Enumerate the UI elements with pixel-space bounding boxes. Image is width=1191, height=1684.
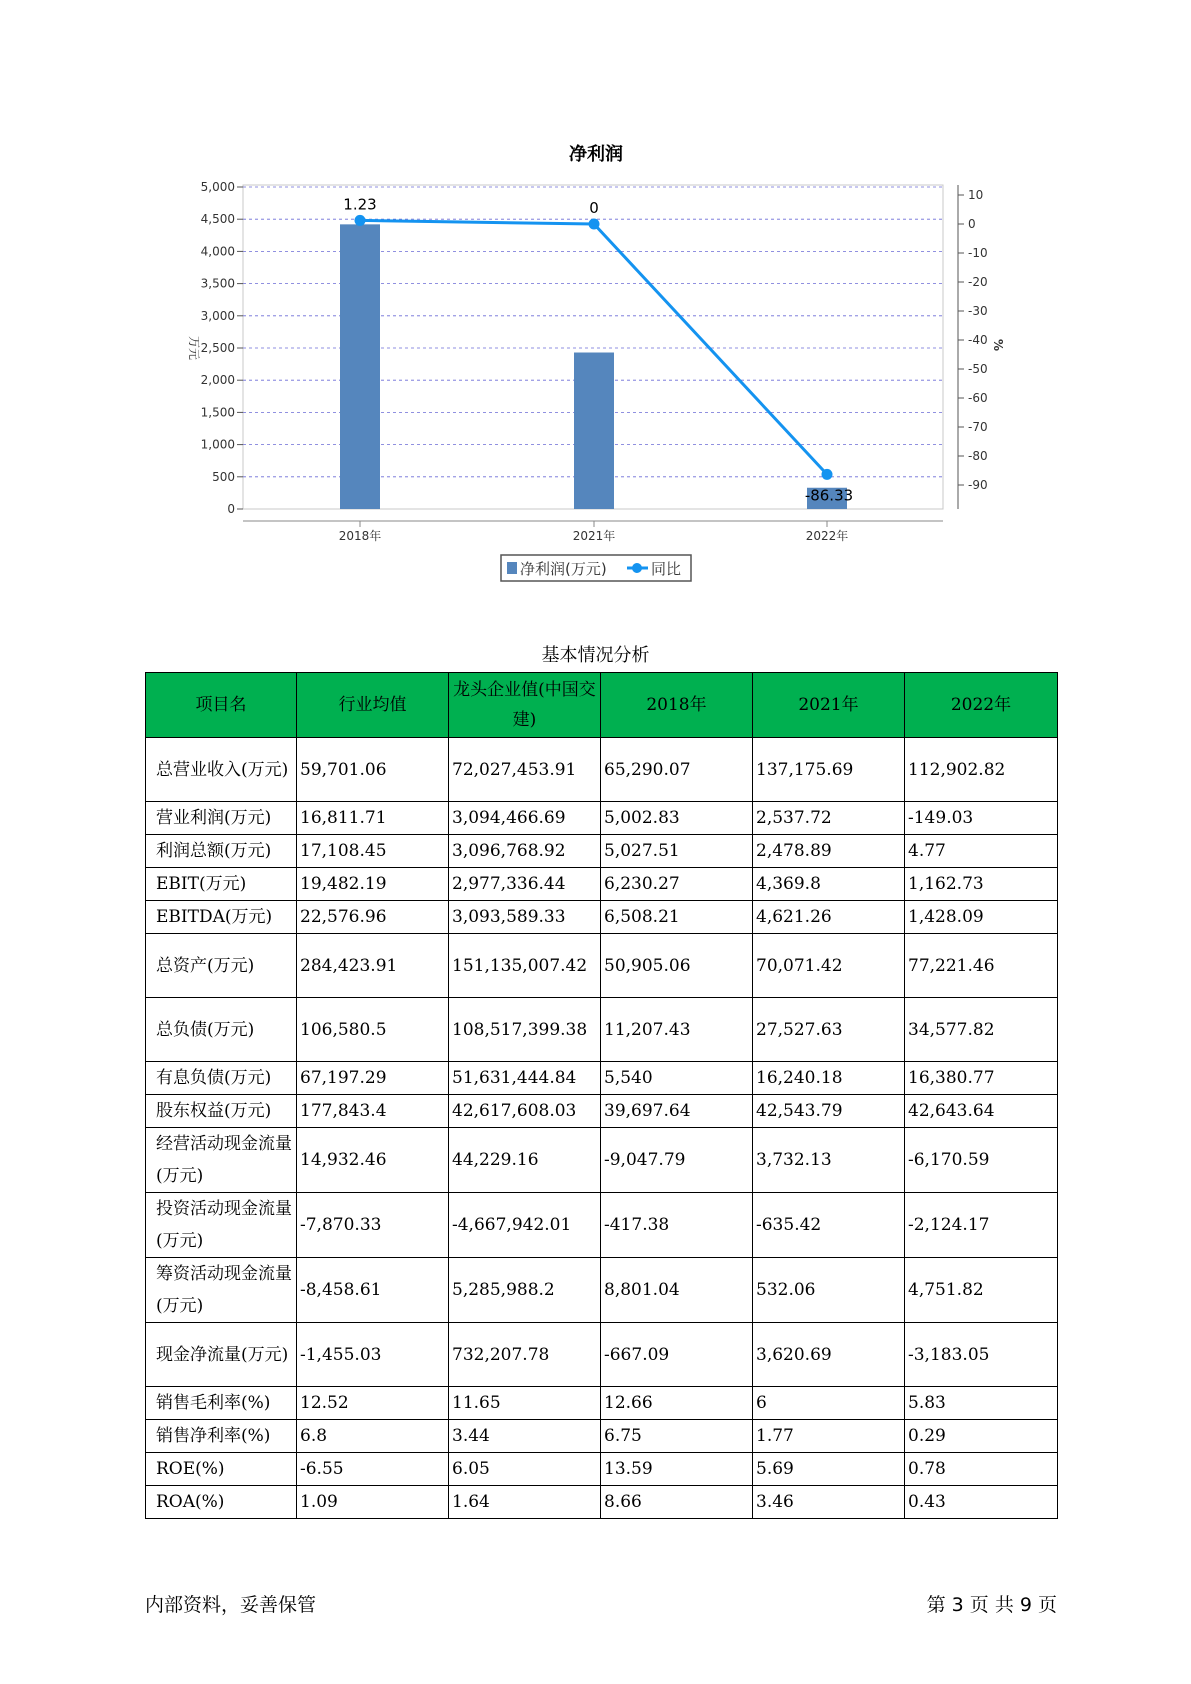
value-cell: 6 bbox=[753, 1387, 905, 1420]
table-row bbox=[146, 1128, 1058, 1193]
value-cell: 59,701.06 bbox=[297, 738, 449, 802]
footer-page-number: 第 3 页 共 9 页 bbox=[926, 1594, 1057, 1616]
y-tick-label: 1,000 bbox=[200, 437, 235, 452]
y-tick-label: 3,500 bbox=[200, 276, 235, 291]
value-cell: 13.59 bbox=[601, 1453, 753, 1486]
value-cell: 12.52 bbox=[297, 1387, 449, 1420]
value-cell: 5,285,988.2 bbox=[449, 1258, 601, 1323]
table-row bbox=[146, 802, 1058, 835]
value-cell: 151,135,007.42 bbox=[449, 934, 601, 998]
value-cell: 27,527.63 bbox=[753, 998, 905, 1062]
value-cell: 50,905.06 bbox=[601, 934, 753, 998]
value-cell: 4.77 bbox=[905, 835, 1058, 868]
table-row bbox=[146, 1323, 1058, 1387]
value-cell: -3,183.05 bbox=[905, 1323, 1058, 1387]
table-header-cell: 2022年 bbox=[905, 673, 1058, 738]
value-cell: 108,517,399.38 bbox=[449, 998, 601, 1062]
row-label-cell: ROE(%) bbox=[146, 1453, 297, 1486]
value-cell: 3,620.69 bbox=[753, 1323, 905, 1387]
value-cell: -1,455.03 bbox=[297, 1323, 449, 1387]
value-cell: 19,482.19 bbox=[297, 868, 449, 901]
value-cell: 3,093,589.33 bbox=[449, 901, 601, 934]
value-cell: 11.65 bbox=[449, 1387, 601, 1420]
value-cell: 1,428.09 bbox=[905, 901, 1058, 934]
value-cell: 0.29 bbox=[905, 1420, 1058, 1453]
row-label-cell: 营业利润(万元) bbox=[146, 802, 297, 835]
analysis-table bbox=[145, 672, 1058, 1519]
value-cell: 6,508.21 bbox=[601, 901, 753, 934]
value-cell: -6,170.59 bbox=[905, 1128, 1058, 1193]
value-cell: 3.44 bbox=[449, 1420, 601, 1453]
value-cell: 137,175.69 bbox=[753, 738, 905, 802]
value-cell: 3,094,466.69 bbox=[449, 802, 601, 835]
row-label-cell: 经营活动现金流量(万元) bbox=[146, 1128, 297, 1193]
value-cell: -6.55 bbox=[297, 1453, 449, 1486]
value-cell: 1.64 bbox=[449, 1486, 601, 1519]
y-tick-label: 3,000 bbox=[200, 308, 235, 323]
line-point bbox=[355, 215, 366, 226]
value-cell: 70,071.42 bbox=[753, 934, 905, 998]
y2-tick-label: -20 bbox=[968, 275, 988, 289]
value-cell: -8,458.61 bbox=[297, 1258, 449, 1323]
chart-svg bbox=[0, 0, 1191, 600]
value-cell: 732,207.78 bbox=[449, 1323, 601, 1387]
value-cell: 4,751.82 bbox=[905, 1258, 1058, 1323]
value-cell: 1.77 bbox=[753, 1420, 905, 1453]
value-cell: 42,543.79 bbox=[753, 1095, 905, 1128]
x-tick-label: 2022年 bbox=[805, 529, 849, 543]
y-tick-label: 5,000 bbox=[200, 180, 235, 194]
value-cell: 5.69 bbox=[753, 1453, 905, 1486]
value-cell: 17,108.45 bbox=[297, 835, 449, 868]
value-cell: 51,631,444.84 bbox=[449, 1062, 601, 1095]
value-cell: 3,096,768.92 bbox=[449, 835, 601, 868]
value-cell: -4,667,942.01 bbox=[449, 1193, 601, 1258]
value-cell: 6.8 bbox=[297, 1420, 449, 1453]
table-header-cell: 项目名 bbox=[146, 673, 297, 738]
value-cell: 34,577.82 bbox=[905, 998, 1058, 1062]
table-row bbox=[146, 835, 1058, 868]
y2-tick-label: -30 bbox=[968, 304, 988, 318]
value-cell: 2,977,336.44 bbox=[449, 868, 601, 901]
table-row bbox=[146, 1193, 1058, 1258]
value-cell: 65,290.07 bbox=[601, 738, 753, 802]
table-row bbox=[146, 1387, 1058, 1420]
row-label-cell: 利润总额(万元) bbox=[146, 835, 297, 868]
value-cell: 22,576.96 bbox=[297, 901, 449, 934]
value-cell: 8,801.04 bbox=[601, 1258, 753, 1323]
x-tick-label: 2018年 bbox=[338, 529, 382, 543]
table-row bbox=[146, 934, 1058, 998]
table-row bbox=[146, 1258, 1058, 1323]
value-cell: 284,423.91 bbox=[297, 934, 449, 998]
value-cell: 4,369.8 bbox=[753, 868, 905, 901]
value-cell: 5,002.83 bbox=[601, 802, 753, 835]
value-cell: 42,643.64 bbox=[905, 1095, 1058, 1128]
bar bbox=[340, 224, 380, 509]
table-header-row bbox=[146, 673, 1058, 738]
chart-title: 净利润 bbox=[569, 144, 623, 165]
value-cell: 72,027,453.91 bbox=[449, 738, 601, 802]
value-cell: 6.05 bbox=[449, 1453, 601, 1486]
table-header-cell: 2021年 bbox=[753, 673, 905, 738]
value-cell: -667.09 bbox=[601, 1323, 753, 1387]
value-cell: -635.42 bbox=[753, 1193, 905, 1258]
value-cell: -9,047.79 bbox=[601, 1128, 753, 1193]
table-title: 基本情况分析 bbox=[541, 645, 650, 666]
footer-confidential: 内部资料，妥善保管 bbox=[145, 1594, 317, 1616]
y-axis-label: 万元 bbox=[187, 335, 201, 361]
row-label-cell: 销售毛利率(%) bbox=[146, 1387, 297, 1420]
y2-tick-label: -10 bbox=[968, 246, 988, 260]
y-tick-label: 2,000 bbox=[200, 373, 235, 388]
y-tick-label: 1,500 bbox=[200, 405, 235, 420]
y2-tick-label: -40 bbox=[968, 333, 988, 347]
value-cell: 42,617,608.03 bbox=[449, 1095, 601, 1128]
value-cell: 77,221.46 bbox=[905, 934, 1058, 998]
value-cell: 8.66 bbox=[601, 1486, 753, 1519]
y2-tick-label: -80 bbox=[968, 449, 988, 463]
row-label-cell: 投资活动现金流量(万元) bbox=[146, 1193, 297, 1258]
value-cell: 16,811.71 bbox=[297, 802, 449, 835]
value-cell: 6,230.27 bbox=[601, 868, 753, 901]
row-label-cell: 有息负债(万元) bbox=[146, 1062, 297, 1095]
table-row bbox=[146, 738, 1058, 802]
value-cell: 177,843.4 bbox=[297, 1095, 449, 1128]
y-tick-label: 0 bbox=[227, 502, 235, 516]
value-cell: 2,537.72 bbox=[753, 802, 905, 835]
value-cell: 3,732.13 bbox=[753, 1128, 905, 1193]
row-label-cell: EBITDA(万元) bbox=[146, 901, 297, 934]
value-cell: 3.46 bbox=[753, 1486, 905, 1519]
table-row bbox=[146, 868, 1058, 901]
value-cell: -2,124.17 bbox=[905, 1193, 1058, 1258]
value-cell: 39,697.64 bbox=[601, 1095, 753, 1128]
row-label-cell: 销售净利率(%) bbox=[146, 1420, 297, 1453]
value-cell: 16,240.18 bbox=[753, 1062, 905, 1095]
table-header-cell: 行业均值 bbox=[297, 673, 449, 738]
line-point bbox=[589, 219, 600, 230]
value-cell: 5,027.51 bbox=[601, 835, 753, 868]
y2-tick-label: -60 bbox=[968, 391, 988, 405]
bar bbox=[574, 353, 614, 509]
value-cell: -149.03 bbox=[905, 802, 1058, 835]
value-cell: 0.78 bbox=[905, 1453, 1058, 1486]
value-cell: 11,207.43 bbox=[601, 998, 753, 1062]
legend-line-marker bbox=[632, 563, 642, 573]
value-cell: 14,932.46 bbox=[297, 1128, 449, 1193]
value-cell: 16,380.77 bbox=[905, 1062, 1058, 1095]
value-cell: 4,621.26 bbox=[753, 901, 905, 934]
line-point bbox=[822, 469, 833, 480]
table-row bbox=[146, 998, 1058, 1062]
y2-axis-label: % bbox=[991, 338, 1005, 352]
row-label-cell: 筹资活动现金流量(万元) bbox=[146, 1258, 297, 1323]
value-cell: 2,478.89 bbox=[753, 835, 905, 868]
y-tick-label: 4,500 bbox=[200, 212, 235, 227]
row-label-cell: 总资产(万元) bbox=[146, 934, 297, 998]
point-data-label: 1.23 bbox=[343, 195, 377, 214]
value-cell: -417.38 bbox=[601, 1193, 753, 1258]
value-cell: 1.09 bbox=[297, 1486, 449, 1519]
table-row bbox=[146, 1095, 1058, 1128]
value-cell: -7,870.33 bbox=[297, 1193, 449, 1258]
value-cell: 6.75 bbox=[601, 1420, 753, 1453]
row-label-cell: 总负债(万元) bbox=[146, 998, 297, 1062]
row-label-cell: 现金净流量(万元) bbox=[146, 1323, 297, 1387]
y2-tick-label: -70 bbox=[968, 420, 988, 434]
y-tick-label: 2,500 bbox=[200, 341, 235, 355]
value-cell: 106,580.5 bbox=[297, 998, 449, 1062]
point-data-label: -86.33 bbox=[804, 486, 854, 505]
legend-bar-label: 净利润(万元) bbox=[520, 560, 607, 578]
y-tick-label: 500 bbox=[212, 469, 235, 484]
x-tick-label: 2021年 bbox=[572, 529, 616, 543]
row-label-cell: ROA(%) bbox=[146, 1486, 297, 1519]
y2-tick-label: -50 bbox=[968, 362, 988, 376]
legend-bar-swatch bbox=[507, 562, 517, 574]
value-cell: 44,229.16 bbox=[449, 1128, 601, 1193]
legend-line-label: 同比 bbox=[651, 560, 682, 578]
table-row bbox=[146, 1486, 1058, 1519]
value-cell: 5,540 bbox=[601, 1062, 753, 1095]
table-header-cell: 2018年 bbox=[601, 673, 753, 738]
table-row bbox=[146, 1453, 1058, 1486]
value-cell: 12.66 bbox=[601, 1387, 753, 1420]
y2-tick-label: -90 bbox=[968, 478, 988, 492]
net-profit-chart bbox=[0, 0, 1191, 600]
y-tick-label: 4,000 bbox=[200, 244, 235, 259]
y2-tick-label: 0 bbox=[968, 217, 976, 231]
value-cell: 0.43 bbox=[905, 1486, 1058, 1519]
row-label-cell: 总营业收入(万元) bbox=[146, 738, 297, 802]
table-row bbox=[146, 1420, 1058, 1453]
row-label-cell: 股东权益(万元) bbox=[146, 1095, 297, 1128]
value-cell: 67,197.29 bbox=[297, 1062, 449, 1095]
value-cell: 532.06 bbox=[753, 1258, 905, 1323]
value-cell: 1,162.73 bbox=[905, 868, 1058, 901]
value-cell: 5.83 bbox=[905, 1387, 1058, 1420]
table-row bbox=[146, 901, 1058, 934]
y2-tick-label: 10 bbox=[968, 188, 984, 202]
row-label-cell: EBIT(万元) bbox=[146, 868, 297, 901]
value-cell: 112,902.82 bbox=[905, 738, 1058, 802]
table-header-cell: 龙头企业值(中国交建) bbox=[449, 673, 601, 738]
point-data-label: 0 bbox=[589, 199, 599, 217]
table-row bbox=[146, 1062, 1058, 1095]
